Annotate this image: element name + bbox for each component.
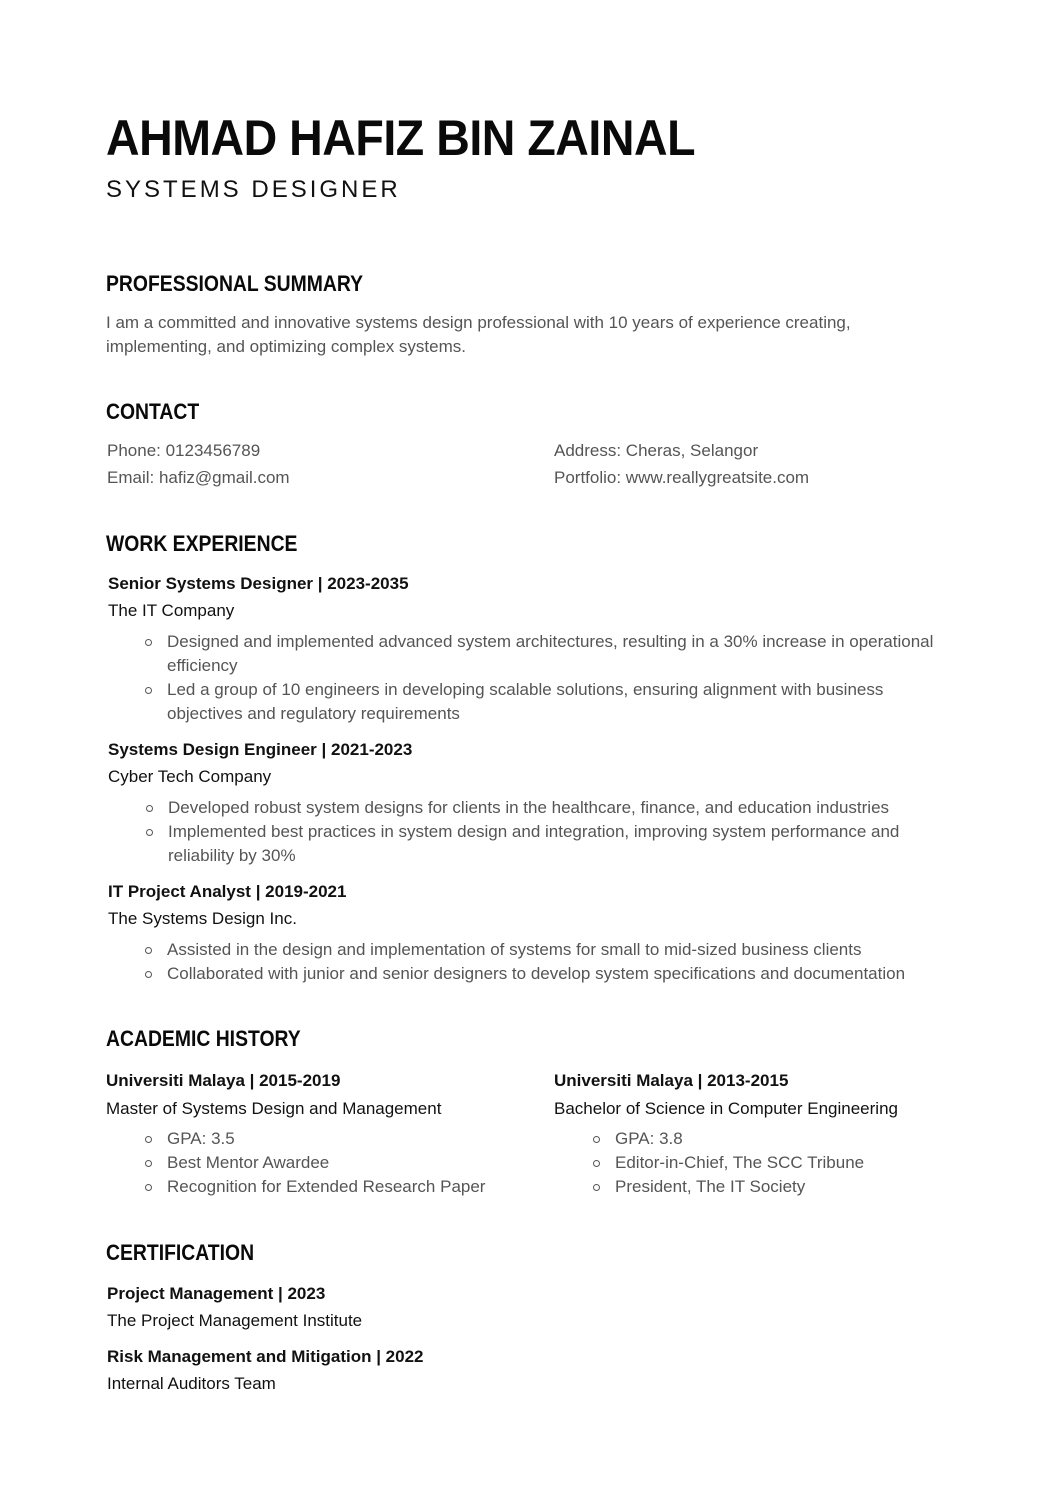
list-item: GPA: 3.8 — [554, 1127, 964, 1151]
list-item: Developed robust system designs for clients in the healthcare, finance, and education industries — [107, 796, 942, 820]
certification-title: Project Management | 2023 — [107, 1284, 326, 1303]
job-bullet-list — [107, 796, 942, 868]
summary-text: I am a committed and innovative systems design professional with 10 years of experience creating, implementing, and optimizing complex systems. — [106, 313, 851, 356]
bullet-circle-icon — [145, 1160, 152, 1167]
job-company: Cyber Tech Company — [108, 767, 272, 786]
summary-heading: PROFESSIONAL SUMMARY — [106, 271, 364, 296]
academic-heading: ACADEMIC HISTORY — [106, 1026, 301, 1051]
resume-page — [106, 0, 966, 1500]
bullet-circle-icon — [145, 1184, 152, 1191]
bullet-circle-icon — [593, 1160, 600, 1167]
contact-portfolio: Portfolio: www.reallygreatsite.com — [554, 468, 810, 487]
certification-issuer: The Project Management Institute — [107, 1311, 363, 1330]
list-item: Collaborated with junior and senior designers to develop system specifications and documentation — [106, 962, 956, 986]
bullet-circle-icon — [593, 1136, 600, 1143]
school-title: Universiti Malaya | 2015-2019 — [106, 1071, 341, 1090]
candidate-name: AHMAD HAFIZ BIN ZAINAL — [106, 110, 696, 166]
list-item: Led a group of 10 engineers in developing scalable solutions, ensuring alignment with business objectives and regulatory requirements — [106, 678, 936, 726]
certification-issuer: Internal Auditors Team — [107, 1374, 276, 1393]
job-title: Systems Design Engineer | 2021-2023 — [108, 740, 413, 759]
job-title: IT Project Analyst | 2019-2021 — [108, 882, 347, 901]
job-bullet-list — [106, 630, 936, 726]
school-title: Universiti Malaya | 2013-2015 — [554, 1071, 789, 1090]
bullet-circle-icon — [145, 1136, 152, 1143]
contact-heading: CONTACT — [106, 399, 200, 424]
work-heading: WORK EXPERIENCE — [106, 531, 298, 556]
job-title: Senior Systems Designer | 2023-2035 — [108, 574, 409, 593]
list-item: Best Mentor Awardee — [106, 1151, 546, 1175]
job-company: The IT Company — [108, 601, 235, 620]
job-company: The Systems Design Inc. — [108, 909, 297, 928]
certification-heading: CERTIFICATION — [106, 1240, 255, 1265]
bullet-circle-icon — [146, 829, 153, 836]
academic-bullet-list — [554, 1127, 964, 1199]
bullet-circle-icon — [146, 805, 153, 812]
bullet-circle-icon — [145, 947, 152, 954]
list-item: Assisted in the design and implementation of systems for small to mid-sized business clients — [106, 938, 956, 962]
contact-phone: Phone: 0123456789 — [107, 441, 261, 460]
list-item: Recognition for Extended Research Paper — [106, 1175, 546, 1199]
candidate-role: SYSTEMS DESIGNER — [106, 176, 401, 203]
bullet-circle-icon — [593, 1184, 600, 1191]
list-item: President, The IT Society — [554, 1175, 964, 1199]
degree-name: Bachelor of Science in Computer Engineering — [554, 1099, 898, 1118]
bullet-circle-icon — [145, 687, 152, 694]
bullet-circle-icon — [145, 971, 152, 978]
list-item: Implemented best practices in system design and integration, improving system performance and reliability by 30% — [107, 820, 942, 868]
contact-address: Address: Cheras, Selangor — [554, 441, 759, 460]
list-item: Editor-in-Chief, The SCC Tribune — [554, 1151, 964, 1175]
bullet-circle-icon — [145, 639, 152, 646]
degree-name: Master of Systems Design and Management — [106, 1099, 442, 1118]
academic-bullet-list — [106, 1127, 546, 1199]
job-bullet-list — [106, 938, 956, 986]
list-item: GPA: 3.5 — [106, 1127, 546, 1151]
certification-title: Risk Management and Mitigation | 2022 — [107, 1347, 424, 1366]
list-item: Designed and implemented advanced system architectures, resulting in a 30% increase in operational efficiency — [106, 630, 936, 678]
contact-email: Email: hafiz@gmail.com — [107, 468, 290, 487]
